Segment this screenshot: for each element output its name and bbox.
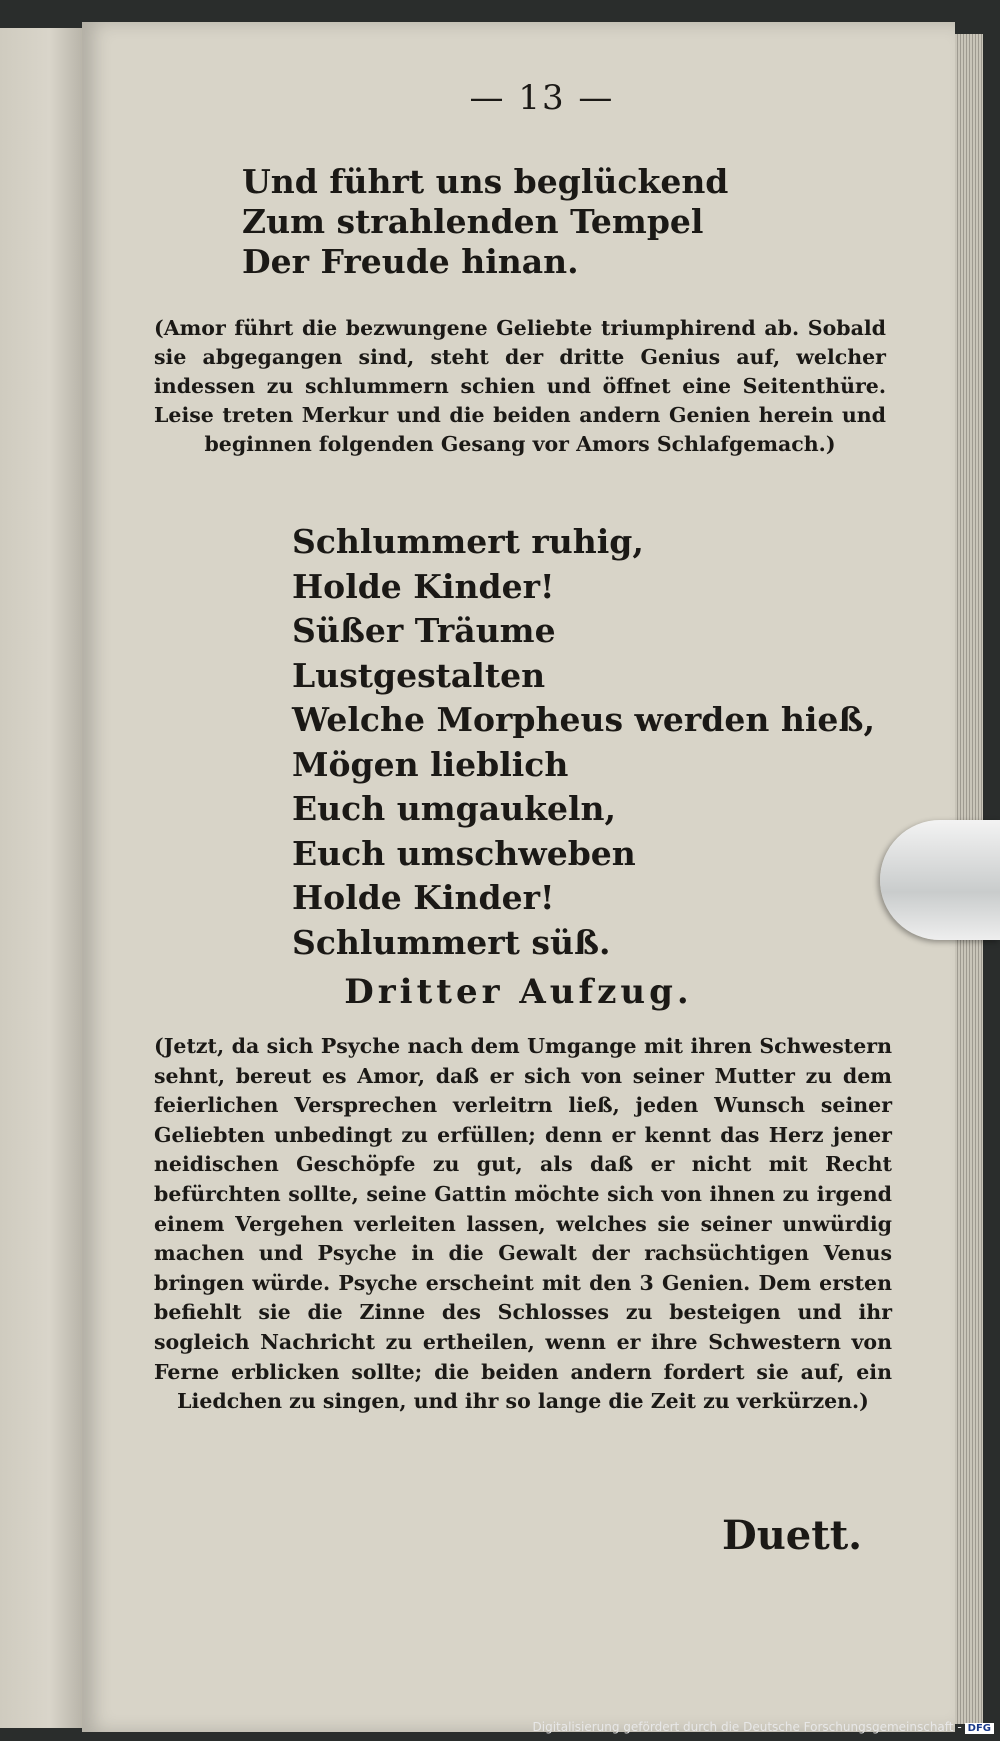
verse-line: Lustgestalten (292, 655, 546, 695)
verse-line: Schlummert ruhig, (292, 522, 644, 561)
verse-line: Der Freude hinan. (242, 242, 579, 281)
verse-line: Schlummert süß. (292, 922, 611, 962)
catchword: Duett. (722, 1512, 863, 1559)
verse-line: Welche Morpheus werden hieß, (292, 700, 875, 739)
verse-line: Süßer Träume (292, 611, 556, 650)
verse-line: Zum strahlenden Tempel (242, 202, 704, 241)
act-heading: Dritter Aufzug. (344, 972, 693, 1012)
verse-block-1 (242, 162, 728, 282)
digitization-credit (533, 1720, 995, 1734)
page-number: — 13 — (469, 78, 615, 118)
verse-line: Holde Kinder! (292, 566, 555, 606)
verse-line: Und führt uns beglückend (242, 162, 729, 201)
page-content (82, 22, 955, 1732)
credit-text: Digitalisierung gefördert durch die Deutsche Forschungsgemeinschaft - (532, 1720, 962, 1734)
page-clip (880, 820, 1000, 940)
verse-line: Euch umgaukeln, (292, 789, 616, 828)
verse-line: Holde Kinder! (292, 878, 555, 917)
dfg-logo: DFG (965, 1723, 994, 1734)
facing-page-edge (0, 28, 84, 1728)
stage-direction-2: (Jetzt, da sich Psyche nach dem Umgange mit ihren Schwestern sehnt, bereut es Amor, daß er sich von seiner Mutter zu dem feierlichen Versprechen verleitrn ließ, jeden Wunsch seiner Geliebten unbedingt zu erfüllen; denn er kennt das Herz jener neidischen Geschöpfe zu gut, als daß er nicht mit Recht befürchten sollte, seine Gattin möchte sich von ihnen zu irgend einem Vergehen verleiten lassen, welches sie seiner unwürdig machen und Psyche in die Gewalt der rachsüchtigen Venus bringen würde. Psyche erscheint mit den 3 Genien. Dem ersten befiehlt sie die Zinne des Schlosses zu besteigen und ihr sogleich Nachricht zu ertheilen, wenn er ihre Schwestern von Ferne erblicken sollte; die beiden andern fordert sie auf, ein Liedchen zu singen, und ihr so lange die Zeit zu verkürzen.) (154, 1034, 892, 1414)
verse-line: Euch umschweben (292, 833, 636, 873)
verse-line: Mögen lieblich (292, 744, 569, 784)
verse-block-2 (292, 520, 875, 965)
book-page (82, 22, 955, 1732)
stage-direction-1: (Amor führt die bezwungene Geliebte triumphirend ab. Sobald sie abgegangen sind, steht der dritte Genius auf, welcher indessen zu schlummern schien und öffnet eine Seitenthüre. Leise treten Merkur und die beiden andern Genien herein und beginnen folgenden Gesang vor Amors Schlafgemach.) (154, 316, 886, 456)
